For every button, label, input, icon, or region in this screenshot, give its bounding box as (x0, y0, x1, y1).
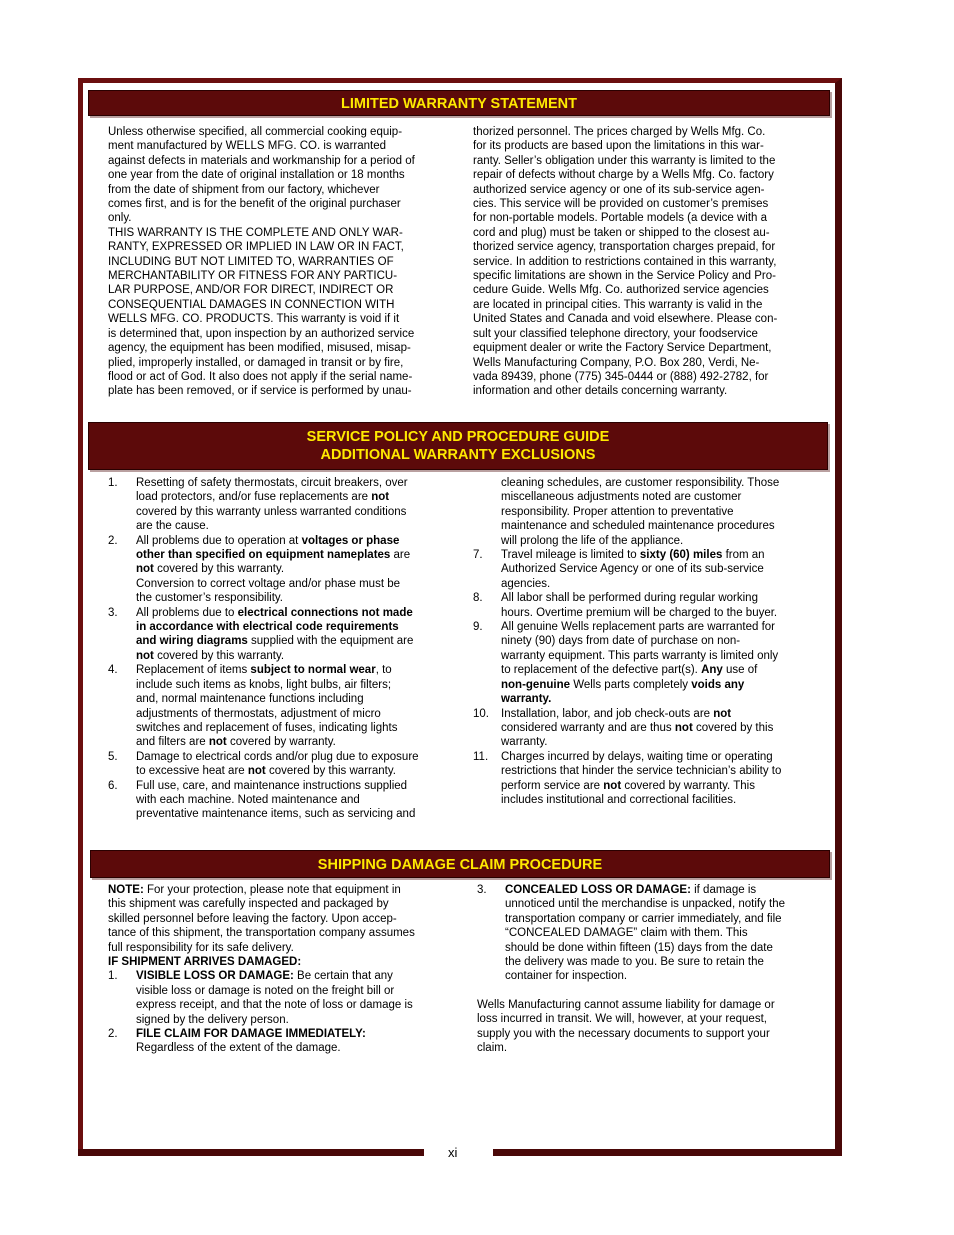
exclusion-item (473, 591, 811, 620)
shipping-step-item (477, 883, 813, 984)
service-policy-heading (88, 422, 828, 470)
item-number: 3. (477, 884, 487, 896)
shipping-step-item (108, 1027, 444, 1056)
item-text: Full use, care, and maintenance instructions supplied with each machine. Noted maintenance and preventative maintenance items, such as servicing and (136, 779, 416, 821)
item-number: 8. (473, 592, 483, 605)
item-number: 4. (108, 664, 118, 677)
item-number: 1. (108, 477, 118, 489)
shipping-heading: SHIPPING DAMAGE CLAIM PROCEDURE (90, 850, 830, 878)
item-text: All problems due to electrical connections not made in accordance with electrical code requirements and wiring diagrams supplied with the equipment are not covered by this warranty. (136, 606, 414, 662)
item-text: All labor shall be performed during regular working hours. Overtime premium will be charged to the buyer. (501, 592, 778, 619)
shipping-closing: Wells Manufacturing cannot assume liability for damage or loss incurred in transit. We will, however, at your request, supply you with the necessary documents to support your claim. (477, 998, 775, 1055)
exclusion-item (108, 534, 444, 606)
item-number: 7. (473, 549, 483, 562)
item-number: 1. (108, 970, 118, 983)
footer-rule-left (78, 1149, 424, 1156)
note-label: NOTE: (108, 884, 144, 896)
item-text: Resetting of safety thermostats, circuit breakers, over load protectors, and/or fuse replacements are not covered by this warranty unless warranted conditions are the cause. (136, 477, 408, 533)
exclusion-item (108, 750, 444, 779)
item-number: 3. (108, 606, 118, 619)
item-number: 5. (108, 750, 118, 763)
item-number: 11. (473, 750, 489, 763)
exclusion-item (108, 606, 444, 664)
exclusion-item (108, 476, 444, 534)
exclusion-item (108, 663, 444, 749)
item-text: Damage to electrical cords and/or plug due to exposure to excessive heat are not covered by this warranty. (136, 750, 419, 778)
item-number: 9. (473, 621, 483, 634)
exclusion-item (473, 548, 811, 591)
warranty-text-right: thorized personnel. The prices charged by Wells Mfg. Co. for its products are based upon the limitations in this war- ranty. Seller’s obligation under this warranty is limited to the repair of defects without charge by a Wells Mfg. Co. factory authorized service agency or one of its sub-service agen- cies. This service will be provided on customer’s premises for non-portable models. Portable models (a device with a cord and plug) must be taken or shipped to the closest au- thorized service agency, transportation charges prepaid, for service. In addition to restrictions contained in this warranty, specific limitations are shown in the Service Policy and Pro- cedure Guide. Wells Mfg. Co. authorized service agencies are located in principal cities. This warranty is valid in the United States and Canada and void elsewhere. Please con- sult your classified telephone directory, your foodservice equipment dealer or write the Factory Service Department, Wells Manufacturing Company, P.O. Box 280, Verdi, Ne- vada 89439, phone (775) 345-0444 or (888) 492-2782, for information and other details concerning warranty. (473, 126, 778, 398)
item-text: All genuine Wells replacement parts are warranted for ninety (90) days from date of purchase on non- warranty equipment. This parts warranty is limited only to replacement of the defective part(s). Any use of non-genuine Wells parts completely voids any warranty. (501, 621, 779, 706)
item-text: VISIBLE LOSS OR DAMAGE: Be certain that any visible loss or damage is noted on the freight bill or express receipt, and that the note of loss or damage is signed by the delivery person. (136, 970, 413, 1026)
item-text: CONCEALED LOSS OR DAMAGE: if damage is unnoticed until the merchandise is unpacked, notify the transportation company or carrier immediately, and file “CONCEALED DAMAGE” claim with them. This should be done within fifteen (15) days from the date the delivery was made to you. Be sure to retain the container for inspection. (505, 884, 786, 983)
item-number: 2. (108, 534, 118, 547)
shipping-text-left (108, 883, 444, 1056)
shipping-text-right (477, 883, 813, 1055)
exclusions-list-right (473, 476, 811, 807)
note-text: For your protection, please note that equipment in this shipment was carefully inspected and packaged by skilled personnel before leaving the factory. Upon accep- tance of this shipment, the transportation company assumes full responsibility for its safe delivery. (108, 884, 415, 954)
exclusion-item (473, 707, 811, 750)
item-number: 10. (473, 707, 489, 720)
item-text: Charges incurred by delays, waiting time or operating restrictions that hinder the service technician’s ability to perform service are not covered by warranty. This includes institutional and correctional facilities. (501, 750, 782, 806)
shipping-step-item (108, 969, 444, 1027)
exclusion-item (473, 750, 811, 808)
footer-rule-right (493, 1149, 842, 1156)
exclusion-item (473, 620, 811, 706)
warranty-text-left: Unless otherwise specified, all commercial cooking equip- ment manufactured by WELLS MFG. CO. is warranted against defects in materials and workmanship for a period of one year from the date of original installation or 18 months from the date of shipment from our factory, whichever comes first, and is for the benefit of the original purchaser only. THIS WARRANTY IS THE COMPLETE AND ONLY WAR- RANTY, EXPRESSED OR IMPLIED IN LAW OR IN FACT, INCLUDING BUT NOT LIMITED TO, WARRANTIES OF MERCHANTABILITY OR FITNESS FOR ANY PARTICU- LAR PURPOSE, AND/OR FOR DIRECT, INDIRECT OR CONSEQUENTIAL DAMAGES IN CONNECTION WITH WELLS MFG. CO. PRODUCTS. This warranty is void if it is determined that, upon inspection by an authorized service agency, the equipment has been modified, misused, misap- plied, improperly installed, or damaged in transit or by fire, flood or act of God. It also does not apply if the serial name- plate has been removed, or if service is performed by unau- (108, 126, 415, 398)
arrives-damaged-heading: IF SHIPMENT ARRIVES DAMAGED: (108, 956, 302, 969)
item-text: Replacement of items subject to normal wear, to include such items as knobs, light bulbs, air filters; and, normal maintenance functions including adjustments of thermostats, adjustment of micro switches and replacement of fuses, indicating lights and filters are not covered by warranty. (136, 664, 398, 749)
exclusion-item (108, 779, 444, 822)
item-number: 6. (108, 779, 118, 792)
exclusions-list-left (108, 476, 444, 822)
shipping-note (108, 883, 444, 955)
service-heading-line-1: SERVICE POLICY AND PROCEDURE GUIDE (306, 429, 610, 445)
item-text: All problems due to operation at voltages or phase other than specified on equipment nameplates are not covered by this warranty. Conversion to correct voltage and/or phase must be the customer’s responsibility. (136, 534, 411, 605)
item-number: 2. (108, 1028, 118, 1041)
page-number: xi (448, 1145, 458, 1160)
item-text: Installation, labor, and job check-outs are not considered warranty and are thus not covered by this warranty. (501, 707, 774, 749)
item-text: Travel mileage is limited to sixty (60) miles from an Authorized Service Agency or one of its sub-service agencies. (501, 549, 765, 590)
item-text: FILE CLAIM FOR DAMAGE IMMEDIATELY: Regardless of the extent of the damage. (136, 1028, 366, 1055)
service-heading-line-2: ADDITIONAL WARRANTY EXCLUSIONS (320, 447, 596, 463)
exclusion-6-continuation: cleaning schedules, are customer responsibility. Those miscellaneous adjustments noted are customer responsibility. Proper attention to preventative maintenance and scheduled maintenance procedures will prolong the life of the appliance. (501, 477, 780, 547)
warranty-heading: LIMITED WARRANTY STATEMENT (88, 90, 830, 116)
